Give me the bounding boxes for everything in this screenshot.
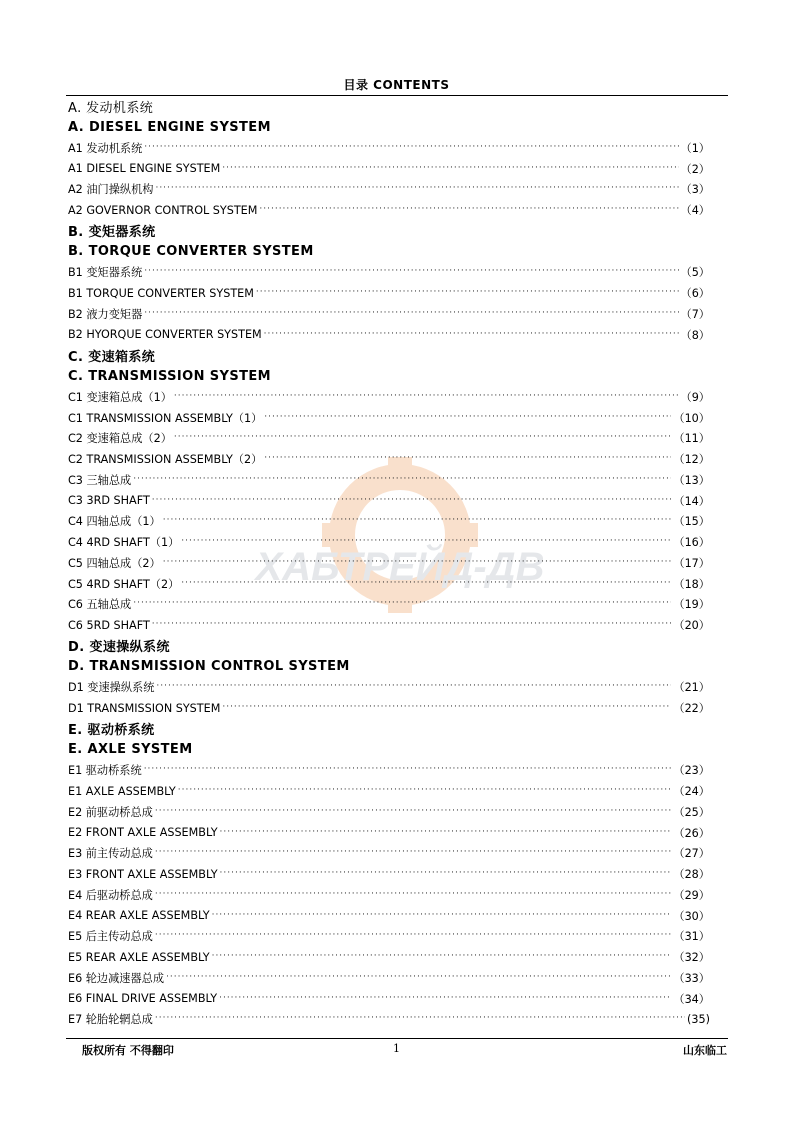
toc-entry-label: A2 GOVERNOR CONTROL SYSTEM: [68, 203, 258, 217]
toc-entry-page: （11）: [673, 432, 710, 446]
toc-entry: [68, 594, 710, 615]
toc-entry: [68, 926, 710, 947]
toc-entry-page: （25）: [673, 805, 710, 819]
toc-entry-label: D1 TRANSMISSION SYSTEM: [68, 701, 221, 715]
toc-entry-label: C6 五轴总成: [68, 598, 132, 612]
dot-leader: [155, 847, 672, 857]
toc-entry-page: （33）: [673, 971, 710, 985]
toc-entry: [68, 428, 710, 449]
footer-copyright: 版权所有 不得翻印: [82, 1044, 174, 1057]
dot-leader: [259, 204, 678, 214]
dot-leader: [144, 308, 678, 318]
toc-entry-page: （31）: [673, 930, 710, 944]
toc-entry-page: （10）: [673, 411, 710, 425]
toc-entry-label: C3 3RD SHAFT: [68, 494, 150, 508]
toc-entry-label: E6 FINAL DRIVE ASSEMBLY: [68, 992, 218, 1006]
toc-entry-page: （24）: [673, 785, 710, 799]
dot-leader: [133, 598, 671, 608]
dot-leader: [220, 827, 672, 837]
dot-leader: [156, 681, 671, 691]
toc-entry: [68, 781, 710, 802]
toc-entry-page: （12）: [673, 453, 710, 467]
toc-entry-label: C1 变速箱总成（1）: [68, 390, 172, 404]
toc-entry: [68, 843, 710, 864]
dot-leader: [181, 578, 671, 588]
toc-entry: [68, 885, 710, 906]
toc-entry: [68, 905, 710, 926]
toc-entry-label: B2 液力变矩器: [68, 307, 143, 321]
toc-entry: [68, 387, 710, 408]
section-heading: C. 变速箱系统: [68, 349, 156, 365]
dot-leader: [220, 868, 672, 878]
toc-entry-page: （19）: [673, 598, 710, 612]
footer-rule: [66, 1038, 728, 1039]
dot-leader: [144, 142, 678, 152]
toc-entry-page: （4）: [680, 204, 710, 218]
toc-entry-label: A1 DIESEL ENGINE SYSTEM: [68, 162, 221, 176]
table-of-contents: [68, 96, 710, 1030]
toc-entry-page: （9）: [680, 390, 710, 404]
dot-leader: [256, 287, 679, 297]
toc-entry-label: C2 变速箱总成（2）: [68, 432, 172, 446]
toc-entry-label: D1 变速操纵系统: [68, 681, 155, 695]
toc-entry-label: E5 REAR AXLE ASSEMBLY: [68, 950, 210, 964]
dot-leader: [166, 972, 671, 982]
toc-entry: [68, 283, 710, 304]
watermark-text: ХАБТРЕЙД-ДВ: [255, 545, 545, 589]
toc-entry: [68, 262, 710, 283]
toc-entry-page: （3）: [680, 183, 710, 197]
toc-entry-label: E1 驱动桥系统: [68, 764, 142, 778]
toc-entry: [68, 802, 710, 823]
toc-entry-label: C4 四轴总成（1）: [68, 515, 161, 529]
dot-leader: [152, 495, 672, 505]
toc-entry: [68, 615, 710, 636]
dot-leader: [163, 557, 672, 567]
toc-entry-label: C3 三轴总成: [68, 473, 132, 487]
toc-entry: [68, 822, 710, 843]
toc-entry: [68, 324, 710, 345]
toc-entry: [68, 677, 710, 698]
dot-leader: [178, 785, 672, 795]
toc-entry-label: B1 变矩器系统: [68, 266, 143, 280]
toc-entry-page: （27）: [673, 847, 710, 861]
toc-entry: [68, 138, 710, 159]
dot-leader: [133, 474, 671, 484]
toc-entry-label: C1 TRANSMISSION ASSEMBLY（1）: [68, 411, 263, 425]
toc-entry: [68, 988, 710, 1009]
toc-entry: [68, 698, 710, 719]
page-number: 1: [393, 1042, 400, 1055]
dot-leader: [144, 764, 672, 774]
dot-leader: [174, 391, 679, 401]
section-heading: A. 发动机系统: [68, 100, 154, 116]
dot-leader: [264, 412, 671, 422]
toc-entry: [68, 470, 710, 491]
toc-entry: [68, 407, 710, 428]
toc-entry-label: E6 轮边减速器总成: [68, 971, 165, 985]
toc-entry-page: （16）: [673, 536, 710, 550]
toc-entry-label: E2 FRONT AXLE ASSEMBLY: [68, 826, 218, 840]
section-heading: A. DIESEL ENGINE SYSTEM: [68, 119, 271, 135]
toc-entry-label: C2 TRANSMISSION ASSEMBLY（2）: [68, 453, 263, 467]
toc-entry: [68, 553, 710, 574]
section-heading: C. TRANSMISSION SYSTEM: [68, 368, 272, 384]
toc-entry-page: （34）: [673, 992, 710, 1006]
toc-entry-label: E3 FRONT AXLE ASSEMBLY: [68, 867, 218, 881]
section-heading: D. TRANSMISSION CONTROL SYSTEM: [68, 659, 350, 675]
toc-entry-page: （17）: [673, 556, 710, 570]
dot-leader: [264, 453, 671, 463]
toc-entry: [68, 449, 710, 470]
toc-entry-page: （15）: [673, 515, 710, 529]
toc-entry-page: （26）: [673, 826, 710, 840]
toc-entry-label: A2 油门操纵机构: [68, 183, 154, 197]
toc-entry: [68, 1009, 710, 1030]
toc-entry: [68, 573, 710, 594]
dot-leader: [155, 806, 672, 816]
toc-entry-page: （28）: [673, 868, 710, 882]
toc-entry: [68, 490, 710, 511]
toc-entry-label: A1 发动机系统: [68, 141, 143, 155]
section-heading: E. 驱动桥系统: [68, 723, 155, 739]
dot-leader: [181, 536, 671, 546]
toc-entry-label: C6 5RD SHAFT: [68, 618, 150, 632]
dot-leader: [222, 702, 671, 712]
toc-entry-label: C5 四轴总成（2）: [68, 556, 161, 570]
toc-entry-label: E2 前驱动桥总成: [68, 805, 153, 819]
dot-leader: [144, 266, 678, 276]
dot-leader: [212, 951, 672, 961]
toc-entry-page: （8）: [680, 328, 710, 342]
dot-leader: [219, 993, 671, 1003]
dot-leader: [163, 515, 672, 525]
page-title: 目录 CONTENTS: [343, 78, 450, 92]
toc-entry-label: E7 轮胎轮辋总成: [68, 1013, 153, 1027]
toc-entry-label: C4 4RD SHAFT（1）: [68, 536, 180, 550]
toc-entry-page: （14）: [673, 494, 710, 508]
toc-entry: [68, 304, 710, 325]
toc-entry-page: （30）: [673, 909, 710, 923]
toc-entry-page: （20）: [673, 619, 710, 633]
dot-leader: [212, 910, 672, 920]
toc-entry-page: （21）: [673, 681, 710, 695]
toc-entry-label: E5 后主传动总成: [68, 930, 153, 944]
toc-entry: [68, 511, 710, 532]
toc-entry: [68, 968, 710, 989]
dot-leader: [152, 619, 672, 629]
toc-entry-label: C5 4RD SHAFT（2）: [68, 577, 180, 591]
toc-entry-label: E4 REAR AXLE ASSEMBLY: [68, 909, 210, 923]
toc-entry-label: B2 HYORQUE CONVERTER SYSTEM: [68, 328, 262, 342]
toc-entry-page: （5）: [680, 266, 710, 280]
toc-entry-page: （18）: [673, 577, 710, 591]
toc-entry-label: B1 TORQUE CONVERTER SYSTEM: [68, 286, 254, 300]
toc-entry-page: （22）: [673, 702, 710, 716]
toc-entry-page: （23）: [673, 764, 710, 778]
toc-entry: [68, 179, 710, 200]
toc-entry-page: （13）: [673, 473, 710, 487]
toc-entry-page: （1）: [680, 141, 710, 155]
toc-entry: [68, 947, 710, 968]
dot-leader: [155, 889, 672, 899]
dot-leader: [264, 329, 679, 339]
footer-company: 山东临工: [683, 1044, 727, 1057]
dot-leader: [174, 432, 671, 442]
section-heading: B. 变矩器系统: [68, 225, 156, 241]
section-heading: B. TORQUE CONVERTER SYSTEM: [68, 244, 314, 260]
toc-entry-label: E3 前主传动总成: [68, 847, 153, 861]
dot-leader: [155, 1013, 685, 1023]
toc-entry-page: （7）: [680, 307, 710, 321]
dot-leader: [222, 163, 678, 173]
toc-entry-page: （2）: [680, 162, 710, 176]
toc-entry-label: E4 后驱动桥总成: [68, 888, 153, 902]
section-heading: E. AXLE SYSTEM: [68, 742, 193, 758]
toc-entry: [68, 200, 710, 221]
toc-entry-page: （29）: [673, 888, 710, 902]
toc-entry-page: (35): [687, 1012, 710, 1026]
toc-entry: [68, 760, 710, 781]
toc-entry: [68, 864, 710, 885]
toc-entry: [68, 532, 710, 553]
dot-leader: [155, 183, 678, 193]
toc-entry-page: （32）: [673, 951, 710, 965]
toc-entry-page: （6）: [680, 287, 710, 301]
dot-leader: [155, 930, 672, 940]
toc-entry-label: E1 AXLE ASSEMBLY: [68, 784, 176, 798]
toc-entry: [68, 158, 710, 179]
section-heading: D. 变速操纵系统: [68, 640, 170, 656]
